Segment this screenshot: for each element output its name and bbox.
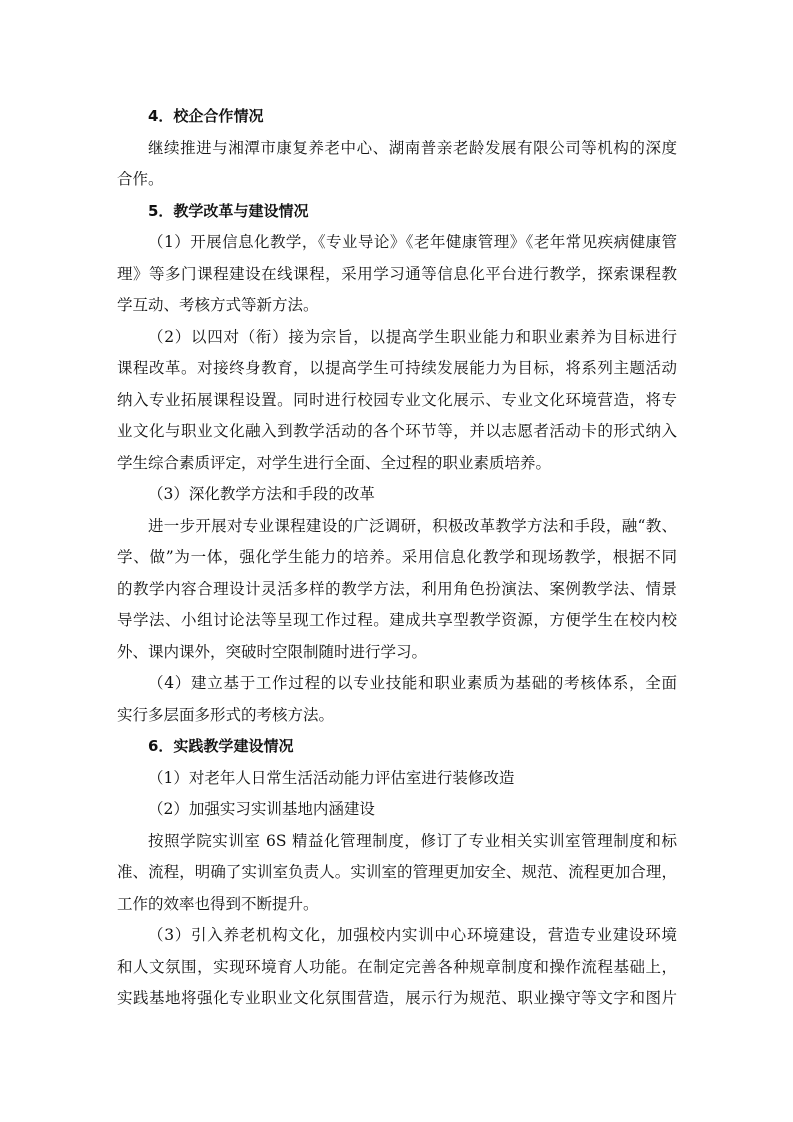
paragraph-line: 准、流程，明确了实训室负责人。实训室的管理更加安全、规范、流程更加合理， [117, 863, 677, 881]
paragraph-line: （2）以四对（衔）接为宗旨，以提高学生职业能力和职业素养为目标进行 [148, 327, 677, 346]
paragraph-line: 学生综合素质评定，对学生进行全面、全过程的职业素质培养。 [117, 453, 552, 472]
paragraph-line: 合作。 [117, 170, 164, 188]
paragraph-line: 外、课内课外，突破时空限制随时进行学习。 [117, 642, 428, 661]
paragraph-line: （4）建立基于工作过程的以专业技能和职业素质为基础的考核体系，全面 [148, 674, 677, 692]
section-heading: 5．教学改革与建设情况 [148, 201, 309, 220]
paragraph-line: 和人文氛围，实现环境育人功能。在制定完善各种规章制度和操作流程基础上， [117, 957, 677, 976]
paragraph-line: （3）引入养老机构文化，加强校内实训中心环境建设，营造专业建设环境 [148, 926, 677, 944]
section-heading: 6．实践教学建设情况 [148, 737, 294, 755]
paragraph-line: 导学法、小组讨论法等呈现工作过程。建成共享型教学资源，方便学生在校内校 [117, 611, 677, 629]
paragraph-line: 实行多层面多形式的考核方法。 [117, 705, 335, 724]
paragraph-line: 学互动、考核方式等新方法。 [117, 296, 319, 314]
paragraph-line: （3）深化教学方法和手段的改革 [148, 485, 375, 503]
paragraph-line: （1）对老年人日常生活活动能力评估室进行装修改造 [148, 768, 515, 787]
paragraph-line: （1）开展信息化教学，《专业导论》《老年健康管理》《老年常见疾病健康管 [148, 233, 677, 251]
document-body [117, 101, 677, 1015]
paragraph-line: 课程改革。对接终身教育，以提高学生可持续发展能力为目标，将系列主题活动 [117, 359, 677, 377]
paragraph-line: （2）加强实习实训基地内涵建设 [148, 800, 375, 818]
paragraph-line: 纳入专业拓展课程设置。同时进行校园专业文化展示、专业文化环境营造，将专 [117, 390, 677, 409]
paragraph-line: 按照学院实训室 6S 精益化管理制度，修订了专业相关实训室管理制度和标 [148, 831, 677, 850]
section-heading: 4．校企合作情况 [148, 107, 264, 125]
paragraph-line: 业文化与职业文化融入到教学活动的各个环节等，并以志愿者活动卡的形式纳入 [117, 422, 677, 440]
paragraph-line: 继续推进与湘潭市康复养老中心、湖南普亲老龄发展有限公司等机构的深度 [148, 138, 677, 157]
paragraph-line: 的教学内容合理设计灵活多样的教学方法，利用角色扮演法、案例教学法、情景 [117, 579, 677, 598]
paragraph-line: 理》等多门课程建设在线课程，采用学习通等信息化平台进行教学，探索课程教 [117, 264, 677, 283]
paragraph-line: 实践基地将强化专业职业文化氛围营造，展示行为规范、职业操守等文字和图片 [117, 989, 677, 1007]
paragraph-line: 学、做”为一体，强化学生能力的培养。采用信息化教学和现场教学，根据不同 [117, 548, 677, 566]
paragraph-line: 工作的效率也得到不断提升。 [117, 894, 319, 913]
paragraph-line: 进一步开展对专业课程建设的广泛调研，积极改革教学方法和手段，融“教、 [148, 516, 677, 535]
